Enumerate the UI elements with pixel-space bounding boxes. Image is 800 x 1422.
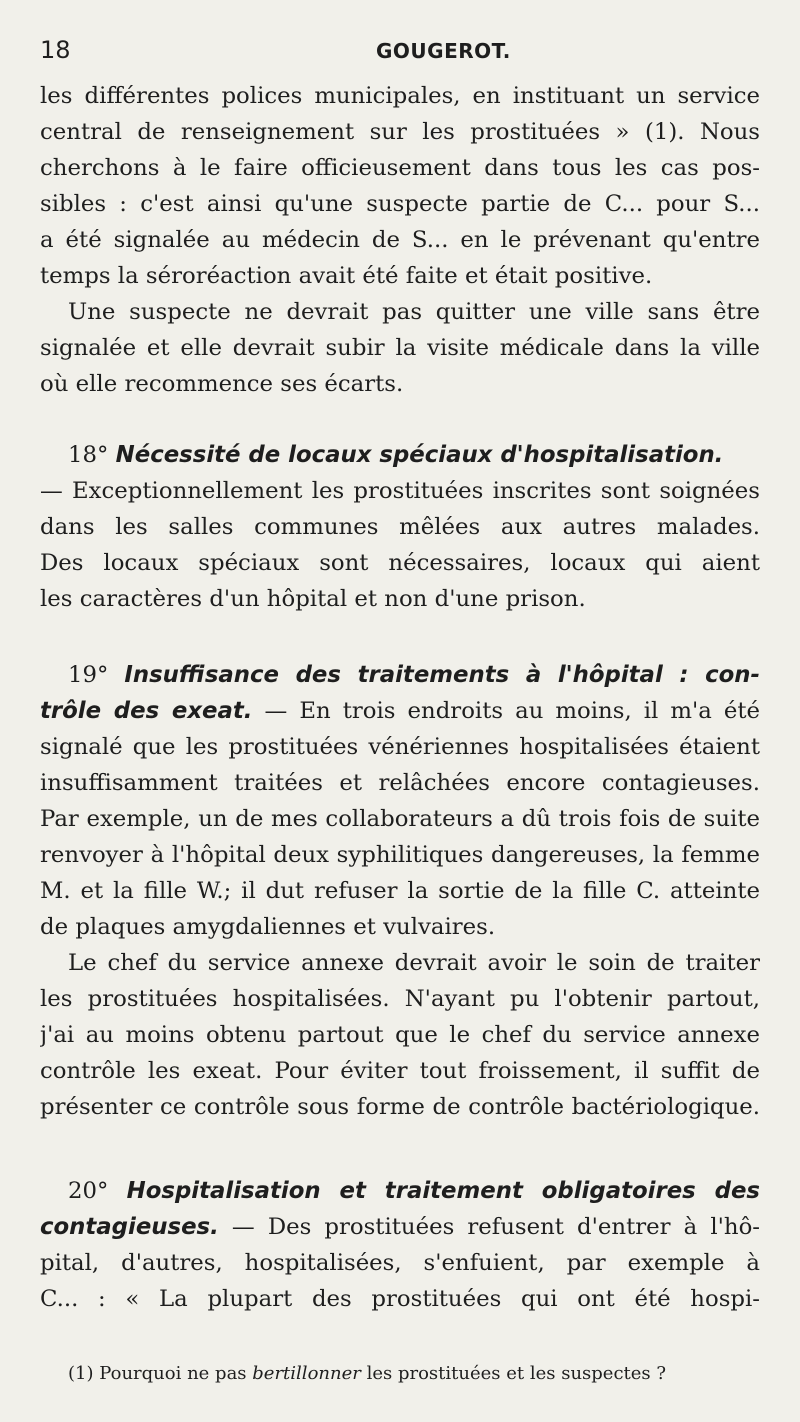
body-line: Une suspecte ne devrait pas quitter une ville sans être [68, 299, 760, 325]
section-title: contagieuses. [40, 1214, 219, 1240]
body-line: Le chef du service annexe devrait avoir le soin de traiter [68, 950, 760, 976]
section-heading-20 [68, 1173, 760, 1209]
body-line: temps la séroréaction avait été faite et était positive. [40, 263, 653, 289]
section-title: Insuffisance des traitements à l'hôpital : con- [124, 662, 760, 688]
section-title: Nécessité de locaux spéciaux d'hospitalisation. [115, 442, 724, 468]
section-title: Hospitalisation et traitement obligatoires des [126, 1178, 760, 1204]
body-line: les différentes polices municipales, en instituant un service [40, 83, 760, 109]
footnote-marker: (1) [68, 1363, 94, 1384]
footnote-emphasis: bertillonner [252, 1363, 361, 1384]
body-line: les prostituées hospitalisées. N'ayant pu l'obtenir partout, [40, 986, 760, 1012]
page-header [40, 36, 760, 66]
body-line: les caractères d'un hôpital et non d'une prison. [40, 586, 586, 612]
body-line: Par exemple, un de mes collaborateurs a dû trois fois de suite [40, 806, 760, 832]
body-line: M. et la fille W.; il dut refuser la sortie de la fille C. atteinte [40, 878, 760, 904]
body-line: dans les salles communes mêlées aux autres malades. [40, 514, 760, 540]
body-line: Des locaux spéciaux sont nécessaires, locaux qui aient [40, 550, 760, 576]
body-line: j'ai au moins obtenu partout que le chef du service annexe [40, 1022, 760, 1048]
body-line: présenter ce contrôle sous forme de contrôle bactériologique. [40, 1094, 760, 1120]
page-number: 18 [40, 36, 71, 64]
body-line: signalée et elle devrait subir la visite médicale dans la ville [40, 335, 760, 361]
body-line: C... : « La plupart des prostituées qui ont été hospi- [40, 1286, 760, 1312]
footnote [68, 1361, 768, 1387]
section-title: trôle des exeat. [40, 698, 253, 724]
section-heading-19-cont [40, 693, 760, 729]
body-text: — Des prostituées refusent d'entrer à l'hô- [231, 1214, 760, 1240]
footnote-text: Pourquoi ne pas [99, 1363, 247, 1384]
section-number: 20° [68, 1178, 109, 1204]
running-title: GOUGEROT. [376, 39, 511, 63]
section-heading-18 [68, 437, 760, 473]
body-line: pital, d'autres, hospitalisées, s'enfuient, par exemple à [40, 1250, 760, 1276]
body-line: de plaques amygdaliennes et vulvaires. [40, 914, 496, 940]
section-number: 18° [68, 442, 109, 468]
body-line: renvoyer à l'hôpital deux syphilitiques dangereuses, la femme [40, 842, 760, 868]
body-line: signalé que les prostituées vénériennes hospitalisées étaient [40, 734, 760, 760]
section-heading-19 [68, 657, 760, 693]
body-line: sibles : c'est ainsi qu'une suspecte partie de C... pour S... [40, 191, 760, 217]
body-line: central de renseignement sur les prostituées » (1). Nous [40, 119, 760, 145]
footnote-text: les prostituées et les suspectes ? [366, 1363, 667, 1384]
body-line: contrôle les exeat. Pour éviter tout froissement, il suffit de [40, 1058, 760, 1084]
body-line: a été signalée au médecin de S... en le prévenant qu'entre [40, 227, 760, 253]
body-line: insuffisamment traitées et relâchées encore contagieuses. [40, 770, 760, 796]
section-heading-20-cont [40, 1209, 760, 1245]
body-line: où elle recommence ses écarts. [40, 371, 404, 397]
body-line: cherchons à le faire officieusement dans tous les cas pos- [40, 155, 760, 181]
body-line: — Exceptionnellement les prostituées inscrites sont soignées [40, 478, 760, 504]
body-text: — En trois endroits au moins, il m'a été [264, 698, 760, 724]
section-number: 19° [68, 662, 109, 688]
